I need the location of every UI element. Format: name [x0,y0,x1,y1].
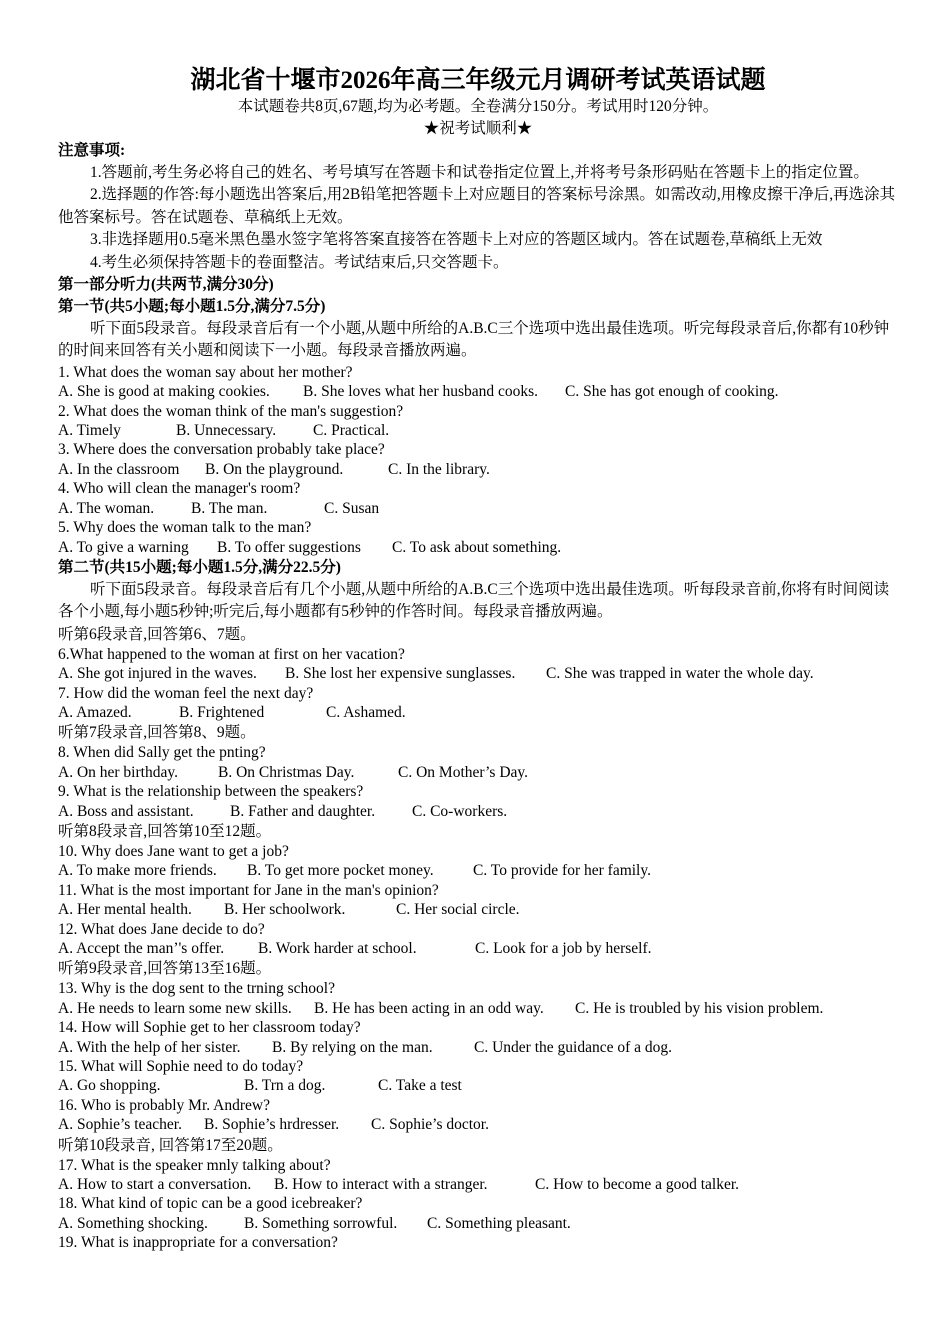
option-b: B. Father and daughter. [230,802,376,820]
question-options [58,900,898,919]
exam-page [58,66,898,1253]
question-options [58,664,898,683]
option-b: B. To offer suggestions [217,538,361,556]
option-b: B. To get more pocket money. [247,862,434,880]
question-stem: 5. Why does the woman talk to the man? [58,519,312,537]
option-b: B. Frightened [179,703,265,721]
option-b: B. She lost her expensive sunglasses. [285,665,516,683]
question-stem: 15. What will Sophie need to do today? [58,1058,304,1076]
question-stem: 1. What does the woman say about her mother? [58,363,353,381]
option-c: C. In the library. [388,460,490,478]
note-item: 3.非选择题用0.5毫米黑色墨水签字笔将答案直接答在答题卡上对应的答题区域内。答在试题卷,草稿纸上无效 [90,231,823,249]
option-a: A. Something shocking. [58,1214,208,1232]
option-b: B. Sophie’s hrdresser. [204,1116,340,1134]
note-item: 2.选择题的作答:每小题选出答案后,用2B铅笔把答题卡上对应题目的答案标号涂黑。如需改动,用橡皮擦干净后,再选涂其他答案标号。答在试题卷、草稿纸上无效。 [58,186,896,226]
part1-heading: 第一部分听力(共两节,满分30分) [58,276,274,294]
question-options [58,1076,898,1095]
option-c: C. Sophie’s doctor. [371,1116,489,1134]
option-c: C. To ask about something. [392,538,562,556]
question-options [58,939,898,958]
question-stem: 18. What kind of topic can be a good icebreaker? [58,1195,363,1213]
question-options [58,763,898,782]
option-c: C. Under the guidance of a dog. [474,1038,672,1056]
question-stem: 12. What does Jane decide to do? [58,920,265,938]
section2-instruction: 听下面5段录音。每段录音后有几个小题,从题中所给的A.B.C三个选项中选出最佳选项。听每段录音前,你将有时间阅读各个小题,每小题5秒钟;听完后,每小题都有5秒钟的作答时间。每段录音播放两遍。 [58,580,890,621]
option-a: A. Her mental health. [58,901,192,919]
question-options [58,460,898,479]
option-b: B. On the playground. [205,460,344,478]
audio-intro: 听第8段录音,回答第10至12题。 [58,822,272,840]
option-b: B. On Christmas Day. [218,763,355,781]
question-options [58,499,898,518]
option-a: A. To make more friends. [58,862,217,880]
question-options [58,1038,898,1057]
option-c: C. Practical. [313,422,390,440]
option-b: B. He has been acting in an odd way. [314,999,544,1017]
option-a: A. Amazed. [58,703,132,721]
option-b: B. Her schoolwork. [224,901,346,919]
question-options [58,861,898,880]
option-a: A. Sophie’s teacher. [58,1116,182,1134]
option-a: A. The woman. [58,499,155,517]
option-b: B. She loves what her husband cooks. [303,383,539,401]
option-b: B. The man. [191,499,268,517]
section1-heading: 第一节(共5小题;每小题1.5分,满分7.5分) [58,298,326,316]
question-stem: 7. How did the woman feel the next day? [58,684,314,702]
option-c: C. Co-workers. [412,802,508,820]
question-stem: 16. Who is probably Mr. Andrew? [58,1096,270,1114]
question-stem: 17. What is the speaker mnly talking about? [58,1156,331,1174]
page-title: 湖北省十堰市2026年高三年级元月调研考试英语试题 [190,67,766,94]
question-stem: 10. Why does Jane want to get a job? [58,842,289,860]
option-c: C. On Mother’s Day. [398,763,529,781]
exam-info: 本试题卷共8页,67题,均为必考题。全卷满分150分。考试用时120分钟。 [237,98,719,115]
question-stem: 3. Where does the conversation probably take place? [58,441,385,459]
option-c: C. He is troubled by his vision problem. [575,999,824,1017]
option-a: A. With the help of her sister. [58,1038,241,1056]
question-stem: 2. What does the woman think of the man's suggestion? [58,402,404,420]
question-stem: 19. What is inappropriate for a conversation? [58,1234,338,1252]
audio-intro: 听第9段录音,回答第13至16题。 [58,960,272,978]
option-b: B. Trn a dog. [244,1077,326,1095]
question-stem: 14. How will Sophie get to her classroom today? [58,1019,361,1037]
question-options [58,1115,898,1134]
audio-intro: 听第6段录音,回答第6、7题。 [58,625,256,643]
question-stem: 6.What happened to the woman at first on her vacation? [58,645,405,663]
option-a: A. Boss and assistant. [58,802,194,820]
note-item: 1.答题前,考生务必将自己的姓名、考号填写在答题卡和试卷指定位置上,并将考号条形码贴在答题卡上的指定位置。 [90,164,869,181]
option-a: A. To give a warning [58,538,189,556]
section1-instruction: 听下面5段录音。每段录音后有一个小题,从题中所给的A.B.C三个选项中选出最佳选项。听完每段录音后,你都有10秒钟的时间来回答有关小题和阅读下一小题。每段录音播放两遍。 [58,320,890,360]
question-stem: 8. When did Sally get the pnting? [58,744,266,762]
option-c: C. Look for a job by herself. [475,940,652,957]
question-stem: 9. What is the relationship between the speakers? [58,783,364,801]
option-c: C. Something pleasant. [427,1214,571,1232]
question-options [58,999,898,1018]
option-c: C. Her social circle. [396,901,520,919]
option-a: A. He needs to learn some new skills. [58,999,292,1017]
question-options [58,421,898,440]
option-b: B. By relying on the man. [272,1038,433,1056]
question-options [58,1214,898,1233]
good-luck-line: ★祝考试顺利★ [423,120,533,137]
option-b: B. Something sorrowful. [244,1214,398,1232]
option-c: C. She has got enough of cooking. [565,383,779,401]
question-options [58,1175,898,1194]
option-a: A. How to start a conversation. [58,1176,252,1194]
option-a: A. Go shopping. [58,1077,161,1095]
question-options [58,538,898,557]
option-a: A. She is good at making cookies. [58,383,270,401]
option-b: B. How to interact with a stranger. [274,1176,488,1194]
audio-intro: 听第10段录音, 回答第17至20题。 [58,1136,283,1154]
option-a: A. Accept the man’'s offer. [58,940,225,957]
question-options [58,382,898,401]
option-a: A. Timely [58,422,121,440]
question-stem: 11. What is the most important for Jane in the man's opinion? [58,881,439,899]
option-c: C. How to become a good talker. [535,1176,740,1194]
question-options [58,802,898,821]
option-c: C. To provide for her family. [473,862,651,880]
option-c: C. Ashamed. [326,703,406,721]
notes-heading: 注意事项: [58,142,126,159]
option-a: A. On her birthday. [58,763,178,781]
option-a: A. She got injured in the waves. [58,665,257,683]
option-b: B. Unnecessary. [176,422,277,440]
question-options [58,703,898,722]
section2-heading: 第二节(共15小题;每小题1.5分,满分22.5分) [58,558,341,576]
option-c: C. Take a test [378,1077,462,1095]
option-a: A. In the classroom [58,460,180,478]
note-item: 4.考生必须保持答题卡的卷面整洁。考试结束后,只交答题卡。 [90,253,509,271]
audio-intro: 听第7段录音,回答第8、9题。 [58,724,256,742]
option-b: B. Work harder at school. [258,940,417,957]
question-stem: 4. Who will clean the manager's room? [58,480,301,498]
question-stem: 13. Why is the dog sent to the trning school? [58,980,335,998]
option-c: C. She was trapped in water the whole day. [546,665,814,683]
option-c: C. Susan [324,499,380,517]
